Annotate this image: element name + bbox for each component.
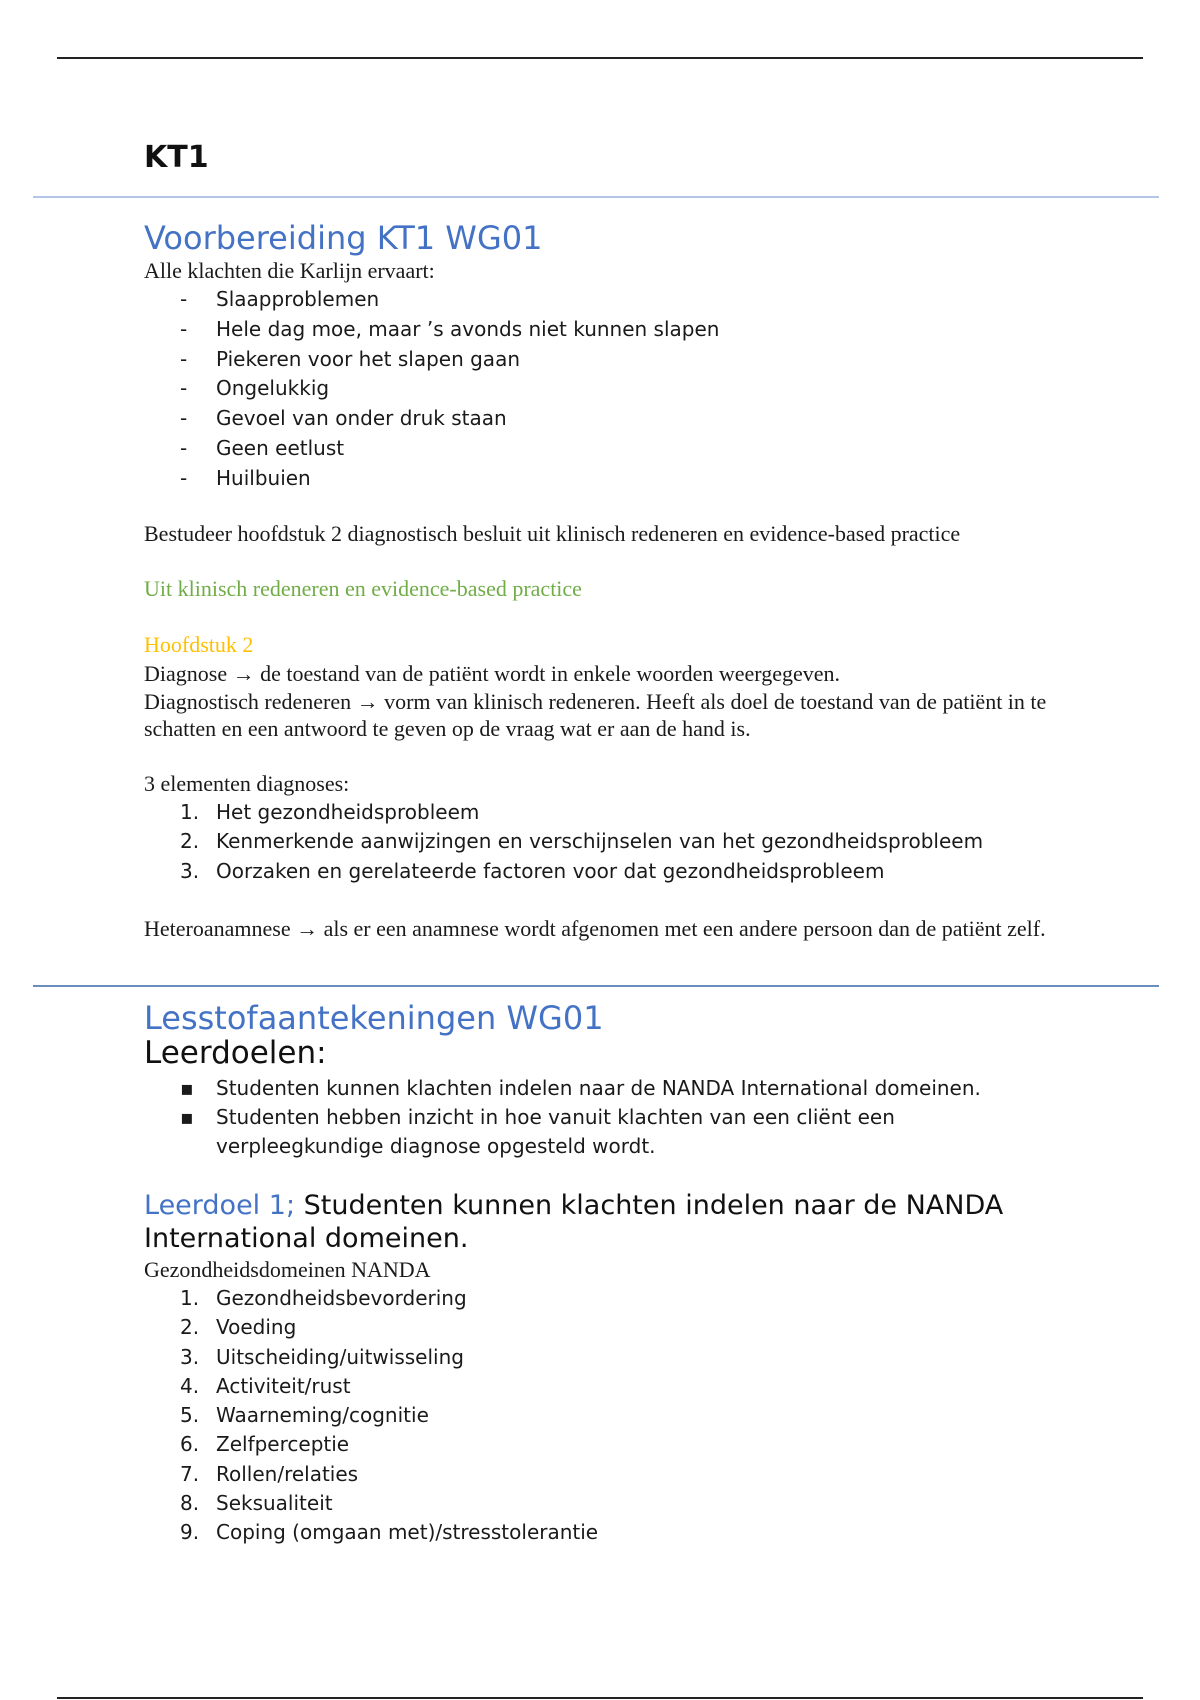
nanda-domains-list (144, 1284, 1064, 1548)
list-marker: 1. (180, 1286, 200, 1310)
list-item: - Piekeren voor het slapen gaan (144, 345, 1064, 375)
list-marker: 6. (180, 1432, 200, 1457)
list-item-text: Waarneming/cognitie (216, 1403, 429, 1428)
list-item-text: Coping (omgaan met)/stresstolerantie (216, 1520, 599, 1545)
page-top-rule (57, 57, 1143, 59)
list-item-text: Voeding (216, 1315, 297, 1340)
list-item-text: Uitscheiding/uitwisseling (216, 1344, 464, 1369)
list-marker: 5. (180, 1403, 200, 1428)
learning-goal-1-heading (144, 1189, 1084, 1255)
list-item-text: Activiteit/rust (216, 1373, 351, 1398)
book-title: Uit klinisch redeneren en evidence-based practice (144, 576, 582, 601)
list-item-text: Zelfperceptie (216, 1432, 350, 1457)
diagnostic-reasoning-definition: Diagnostisch redeneren → vorm van klinisch redeneren. Heeft als doel de toestand van de patiënt in te schatten en een antwoord te geven op de vraag wat er aan de hand is. (144, 689, 1047, 741)
list-marker: 3. (180, 858, 200, 883)
diagnosis-definition: Diagnose → de toestand van de patiënt wordt in enkele woorden weergegeven. (144, 661, 841, 686)
chapter-label: Hoofdstuk 2 (144, 632, 254, 657)
list-item (144, 1489, 1064, 1518)
complaints-intro: Alle klachten die Karlijn ervaart: (144, 258, 435, 283)
section-heading-lesstof: Lesstofaantekeningen WG01 (144, 999, 604, 1037)
list-marker: 3. (180, 1344, 200, 1369)
list-marker: 1. (180, 800, 200, 824)
list-item (144, 1460, 1064, 1489)
list-item: - Geen eetlust (144, 434, 1064, 464)
list-item-text: Kenmerkende aanwijzingen en verschijnselen van het gezondheidsprobleem (216, 829, 984, 854)
list-item-text: Rollen/relaties (216, 1461, 359, 1486)
section-divider (33, 985, 1159, 987)
heading-divider (33, 196, 1159, 198)
list-item-text: Seksualiteit (216, 1491, 333, 1516)
learning-goal-1-text: Studenten kunnen klachten indelen naar de NANDA International domeinen. (144, 1190, 1004, 1254)
heteroanamnese-definition: Heteroanamnese → als er een anamnese wordt afgenomen met een andere persoon dan de patiënt zelf. (144, 916, 1046, 941)
list-item (144, 1518, 1064, 1547)
list-item-text: Het gezondheidsprobleem (216, 800, 480, 824)
section-heading-voorbereiding: Voorbereiding KT1 WG01 (144, 219, 543, 257)
list-item-text: Gezondheidsbevordering (216, 1286, 467, 1310)
list-item: - Slaapproblemen (144, 285, 1064, 315)
domains-intro: Gezondheidsdomeinen NANDA (144, 1257, 431, 1282)
list-marker: 7. (180, 1461, 200, 1486)
list-marker: 4. (180, 1373, 200, 1398)
study-instruction: Bestudeer hoofdstuk 2 diagnostisch besluit uit klinisch redeneren en evidence-based practice (144, 521, 961, 546)
list-item (144, 1372, 1064, 1401)
list-item (144, 827, 1064, 856)
list-item (144, 1401, 1064, 1430)
learning-goals-heading: Leerdoelen: (144, 1035, 327, 1071)
list-item: - Huilbuien (144, 464, 1064, 494)
list-item: ▪ Studenten hebben inzicht in hoe vanuit klachten van een cliënt een verpleegkundige diagnose opgesteld wordt. (144, 1103, 1064, 1161)
list-item-text: Oorzaken en gerelateerde factoren voor dat gezondheidsprobleem (216, 858, 885, 883)
learning-goals-list (144, 1074, 1064, 1161)
elements-intro: 3 elementen diagnoses: (144, 771, 350, 796)
list-marker: 2. (180, 829, 200, 854)
list-item (144, 1313, 1064, 1342)
list-item (144, 1343, 1064, 1372)
list-marker: 2. (180, 1315, 200, 1340)
page-bottom-rule (57, 1697, 1143, 1699)
list-marker: 9. (180, 1520, 200, 1545)
list-item: - Gevoel van onder druk staan (144, 404, 1064, 434)
complaints-list (144, 285, 1064, 494)
list-item: ▪ Studenten kunnen klachten indelen naar de NANDA International domeinen. (144, 1074, 1064, 1103)
list-item: - Ongelukkig (144, 374, 1064, 404)
list-marker: 8. (180, 1491, 200, 1516)
list-item (144, 1284, 1064, 1313)
document-title: KT1 (144, 140, 209, 175)
diagnosis-elements-list (144, 798, 1064, 886)
list-item: - Hele dag moe, maar ’s avonds niet kunnen slapen (144, 315, 1064, 345)
list-item (144, 798, 1064, 827)
learning-goal-1-label: Leerdoel 1; (144, 1190, 296, 1221)
list-item (144, 1430, 1064, 1459)
list-item (144, 857, 1064, 886)
